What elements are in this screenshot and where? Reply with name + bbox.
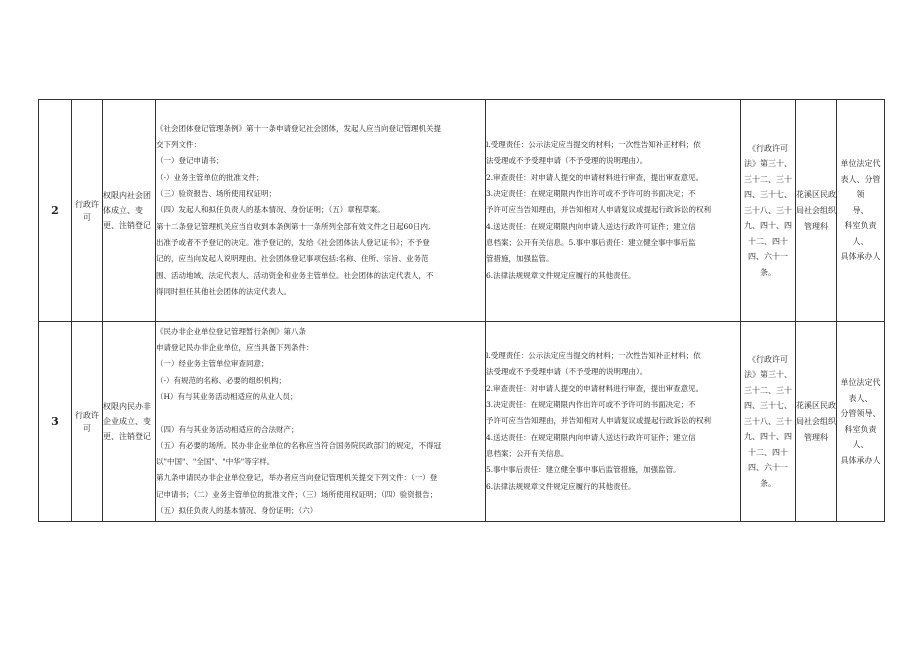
basis-line: 以"中国"、"全国"、"中华"等字样。 <box>156 457 275 467</box>
responsible-persons <box>837 100 885 322</box>
duty-line: 4.送达责任：在规定期限内向申请人送达行政许可证件；建立信 <box>486 432 696 442</box>
law-line: 十二、四十 <box>748 447 788 457</box>
basis-line: 围、活动地域、法定代表人、活动资金和业务主管单位。社会团体的法定代表人，不 <box>156 270 434 280</box>
law-line: 十二、四十 <box>748 236 788 246</box>
duty-line: 予许可应当告知理由，并告知相对人申请复议或提起行政诉讼的权利 <box>486 205 711 215</box>
basis-line: （四）发起人和拟任负责人的基本情况、身份证明；（五）章程草案。 <box>156 205 385 215</box>
resp-line: 导、 <box>852 205 869 215</box>
resp-line: 领 <box>856 190 865 200</box>
basis-line: 得同时担任其他社会团体的法定代表人。 <box>156 286 291 296</box>
responsible-department <box>796 322 837 522</box>
basis-line: 《社会团体登记管理条例》第十一条申请登记社会团体，发起人应当向登记管理机关提 <box>156 123 441 133</box>
resp-line: 具体承办人 <box>840 455 881 465</box>
resp-line: 单位法定代 <box>840 159 881 169</box>
law-line: 条。 <box>760 478 776 488</box>
item-number: 3 <box>39 322 72 522</box>
table-row <box>39 322 885 522</box>
resp-line: 人、 <box>852 236 869 246</box>
duty-line: 4.送达责任：在规定期限内向申请人送达行政许可证件；建立信 <box>486 221 696 231</box>
dept-line: 管理科 <box>804 432 828 442</box>
basis-line: （一）登记申请书； <box>156 156 224 166</box>
basis-line: （五）拟任负责人的基本情况、身份证明；（六） <box>156 505 318 515</box>
law-line: 三十二、三十 <box>744 385 792 395</box>
resp-line: 科室负责 <box>844 221 877 231</box>
law-line: 法》第三十、 <box>744 370 792 380</box>
duty-line: 6.法律法规规章文件规定应履行的其他责任。 <box>486 481 636 491</box>
responsibility-items <box>486 100 741 322</box>
law-line: 条。 <box>760 267 776 277</box>
basis-line: 记的，应当向发起人说明理由。社会团体登记事项包括:名称、住所、宗旨、业务范 <box>156 254 429 264</box>
law-line: 四、三十七、 <box>744 190 792 200</box>
resp-line: 科室负责 <box>844 424 877 434</box>
item-name: 权限内民办非企业成立、变更、注销登记 <box>103 322 156 522</box>
dept-line: 管理科 <box>804 221 828 231</box>
law-line: 九、四十、四 <box>744 432 792 442</box>
law-line: 《行政许可 <box>748 354 788 364</box>
duty-line: 3.决定责任：在规定期限内作出许可或不予许可的书面决定；不 <box>486 400 696 410</box>
duty-line: 法受理或不予受理申请（不予受理的说明理由）。 <box>486 367 648 377</box>
basis-line: （一）经业务主管单位审查同意； <box>156 359 269 369</box>
responsible-department <box>796 100 837 322</box>
legal-basis <box>156 322 486 522</box>
law-line: 《行政许可 <box>748 143 788 153</box>
law-line: 三十二、三十 <box>744 174 792 184</box>
basis-line <box>156 405 485 421</box>
resp-line: 表人、分管 <box>840 174 881 184</box>
duty-line: 3.决定责任：在规定期限内作出许可或不予许可的书面决定；不 <box>486 189 696 199</box>
law-line: 三十八、三十 <box>744 416 792 426</box>
legal-basis <box>156 100 486 322</box>
basis-line: （五）有必要的场所。民办非企业单位的名称应当符合国务院民政部门的规定，不得冠 <box>156 440 441 450</box>
dept-line: 局社会组织 <box>796 205 836 215</box>
table-row <box>39 100 885 322</box>
law-line: 法》第三十、 <box>744 159 792 169</box>
law-line: 四、六十一 <box>748 463 788 473</box>
resp-line: 分管领导、 <box>840 409 881 418</box>
law-line: 四、六十一 <box>748 252 788 262</box>
permission-table <box>38 99 885 522</box>
duty-line: 5.事中事后责任：建立健全事中事后监管措施，加强监管。 <box>486 465 681 475</box>
duty-line: 法受理或不予受理申请（不予受理的说明理由）。 <box>486 156 648 166</box>
duty-line: 6.法律法规规章文件规定应履行的其他责任。 <box>486 270 636 280</box>
law-reference <box>741 322 796 522</box>
resp-line: 人、 <box>852 440 869 449</box>
law-line: 四、三十七、 <box>744 401 792 411</box>
dept-line: 花溪区民政 <box>796 189 836 199</box>
basis-line: （-）有规范的名称、必要的组织机构； <box>156 375 287 385</box>
duty-line: 息档案；公开有关信息。 <box>486 448 569 458</box>
basis-line: （三）验资报告、场所使用权证明； <box>156 189 276 199</box>
resp-line: 表人、 <box>848 393 873 403</box>
basis-line: 第十二条登记管理机关应当自收到本条例第十一条所列全部有效文件之日起60日内, <box>156 221 431 231</box>
basis-line: 交下列文件： <box>156 140 201 150</box>
law-line: 三十八、三十 <box>744 205 792 215</box>
item-type: 行政许可 <box>72 100 103 322</box>
basis-line: 第九条申请民办非企业单位登记，举办者应当向登记管理机关提交下列文件：（一）登 <box>156 473 438 483</box>
basis-line: 《民办非企业单位登记管理暂行条例》第八条 <box>156 326 306 336</box>
resp-line: 单位法定代 <box>840 378 881 387</box>
basis-line: 记申请书；（二）业务主管单位的批准文件；（三）场所使用权证明；（四）验资报告； <box>156 489 438 499</box>
item-type: 行政许可 <box>72 322 103 522</box>
duty-line: 息档案；公开有关信息。5.事中事后责任：建立健全事中事后监 <box>486 237 696 247</box>
resp-line: 具体承办人 <box>840 252 881 262</box>
basis-line: （-）业务主管单位的批准文件； <box>156 172 264 182</box>
basis-line: （四）有与其业务活动相适应的合法财产； <box>156 424 299 434</box>
duty-line: l.受理责任：公示法定应当提交的材料；一次性告知补正材料；依 <box>486 140 701 150</box>
dept-line: 局社会组织 <box>796 416 836 426</box>
duty-line: 管措施，加强监管。 <box>486 254 554 264</box>
duty-line: 2.审查责任：对申请人提交的申请材料进行审查，提出审查意见。 <box>486 383 704 393</box>
basis-line: （H）有与其业务活动相适应的从业人员； <box>156 391 298 401</box>
item-name: 权限内社会团体成立、变更、注销登记 <box>103 100 156 322</box>
item-number: 2 <box>39 100 72 322</box>
law-reference <box>741 100 796 322</box>
duty-line: 2.审查责任：对申请人提交的申请材料进行审查，提出审查意见。 <box>486 172 704 182</box>
duty-line: l.受理责任：公示法定应当提交的材料；一次性告知补正材料；依 <box>486 351 701 361</box>
law-line: 九、四十、四 <box>744 221 792 231</box>
responsible-persons <box>837 322 885 522</box>
dept-line: 花溪区民政 <box>796 400 836 410</box>
duty-line: 予许可应当告知理由，并告知相对人申请复议或提起行政诉讼的权利 <box>486 416 711 426</box>
basis-line: 出准予或者不予登记的决定。准予登记的，发给《社会团体法人登记证书》；不予登 <box>156 237 430 247</box>
responsibility-items <box>486 322 741 522</box>
basis-line: 申请登记民办非企业单位，应当具备下列条件： <box>156 343 314 353</box>
